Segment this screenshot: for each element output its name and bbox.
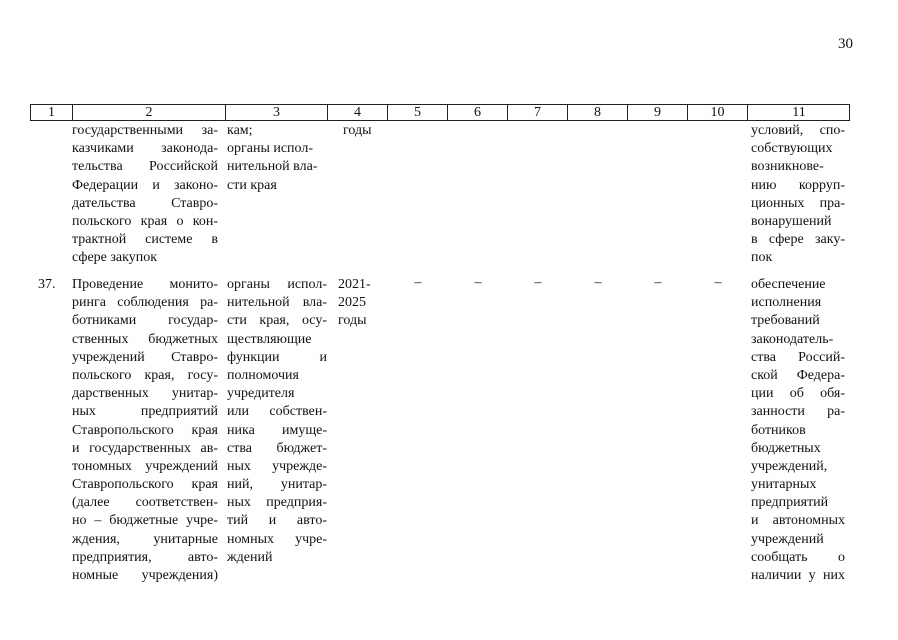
text-line: ства бюджет- (227, 440, 327, 456)
text-line: годы (338, 313, 367, 329)
text-line: предприятия, авто- (72, 549, 218, 565)
text-line: ждений (227, 549, 273, 565)
header-cell-9: 9 (628, 105, 688, 120)
row37-col2 (72, 276, 218, 585)
text-line: нию корруп- (751, 177, 845, 193)
text-line: занности ра- (751, 404, 845, 420)
text-line: казчиками законода- (72, 141, 218, 157)
header-cell-2: 2 (73, 105, 226, 120)
text-line: номных учре- (227, 531, 327, 547)
header-cell-7: 7 (508, 105, 568, 120)
empty-value-dash: – (534, 275, 542, 290)
text-line: возникнове- (751, 159, 824, 175)
text-line: годы (343, 123, 372, 138)
text-line: польского края о кон- (72, 213, 218, 229)
text-line: учреждений (751, 531, 824, 547)
text-line: собствующих (751, 141, 833, 157)
text-line: (далее соответствен- (72, 495, 218, 511)
text-line: ства Россий- (751, 349, 845, 365)
continuation-col11 (751, 122, 845, 268)
text-line: 2025 (338, 295, 366, 311)
text-line: сообщать о (751, 549, 845, 565)
text-line: унитарных (751, 477, 817, 493)
empty-value-dash: – (414, 275, 422, 290)
text-line: кам; (227, 123, 253, 138)
text-line: и государственных ав- (72, 440, 218, 456)
text-line: ботниками государ- (72, 313, 218, 329)
text-line: функции и (227, 349, 327, 365)
text-line: требований (751, 313, 820, 329)
table-header-row (30, 104, 850, 121)
text-line: органы испол- (227, 141, 314, 157)
text-line: Ставропольского края (72, 422, 218, 438)
text-line: учредителя (227, 386, 295, 402)
text-line: ника имуще- (227, 422, 327, 438)
header-cell-5: 5 (388, 105, 448, 120)
row37-col11 (751, 276, 845, 585)
text-line: ской Федера- (751, 367, 845, 383)
text-line: ных учрежде- (227, 458, 327, 474)
text-line: номные учреждения) (72, 568, 218, 583)
empty-value-dash: – (654, 275, 662, 290)
text-line: ных предприятий (72, 404, 218, 420)
text-line: учреждений, (751, 458, 828, 474)
text-line: учреждений Ставро- (72, 349, 218, 365)
text-line: вонарушений (751, 213, 832, 229)
header-cell-3: 3 (226, 105, 328, 120)
text-line: тельства Российской (72, 159, 218, 175)
text-line: ний, унитар- (227, 477, 327, 493)
text-line: обеспечение (751, 277, 826, 292)
text-line: ственных бюджетных (72, 331, 218, 347)
text-line: ботников (751, 422, 806, 438)
text-line: государственными за- (72, 123, 218, 138)
text-line: дательства Ставро- (72, 195, 218, 211)
text-line: сти края (227, 177, 277, 193)
text-line: законодатель- (751, 331, 834, 347)
text-line: в сфере заку- (751, 232, 845, 248)
text-line: 2021- (338, 277, 371, 292)
row37-col3 (227, 276, 327, 567)
continuation-col2 (72, 122, 218, 268)
text-line: бюджетных (751, 440, 821, 456)
text-line: Ставропольского края (72, 477, 218, 493)
text-line: ционных пра- (751, 195, 845, 211)
empty-value-dash: – (714, 275, 722, 290)
text-line: ных предприя- (227, 495, 327, 511)
text-line: дарственных унитар- (72, 386, 218, 402)
text-line: ции об обя- (751, 386, 845, 402)
header-cell-4: 4 (328, 105, 388, 120)
text-line: польского края, госу- (72, 367, 218, 383)
row-number: 37. (38, 277, 56, 292)
text-line: но – бюджетные учре- (72, 513, 218, 529)
empty-value-dash: – (594, 275, 602, 290)
text-line: ществляющие (227, 331, 312, 347)
page-number: 30 (838, 36, 853, 52)
text-line: или собствен- (227, 404, 327, 420)
text-line: полномочия (227, 367, 299, 383)
text-line: нительной вла- (227, 159, 318, 175)
header-cell-11: 11 (792, 105, 806, 120)
row37-col4 (338, 276, 380, 331)
text-line: тий и авто- (227, 513, 327, 529)
header-cell-8: 8 (568, 105, 628, 120)
text-line: Федерации и законо- (72, 177, 218, 193)
text-line: сти края, осу- (227, 313, 327, 329)
text-line: ждения, унитарные (72, 531, 218, 547)
text-line: предприятий (751, 495, 829, 511)
text-line: трактной системе в (72, 232, 218, 248)
text-line: пок (751, 250, 773, 266)
text-line: нительной вла- (227, 295, 327, 311)
text-line: Проведение монито- (72, 277, 218, 292)
header-cell-6: 6 (448, 105, 508, 120)
text-line: и автономных (751, 513, 845, 529)
continuation-col4 (343, 122, 383, 140)
text-line: условий, спо- (751, 123, 845, 138)
text-line: органы испол- (227, 277, 327, 292)
empty-value-dash: – (474, 275, 482, 290)
text-line: наличии у них (751, 568, 845, 583)
header-cell-10: 10 (688, 105, 748, 120)
header-cell-1: 1 (31, 105, 73, 120)
continuation-col3 (227, 122, 327, 195)
text-line: сфере закупок (72, 250, 158, 266)
text-line: ринга соблюдения ра- (72, 295, 218, 311)
text-line: исполнения (751, 295, 822, 311)
text-line: тономных учреждений (72, 458, 218, 474)
